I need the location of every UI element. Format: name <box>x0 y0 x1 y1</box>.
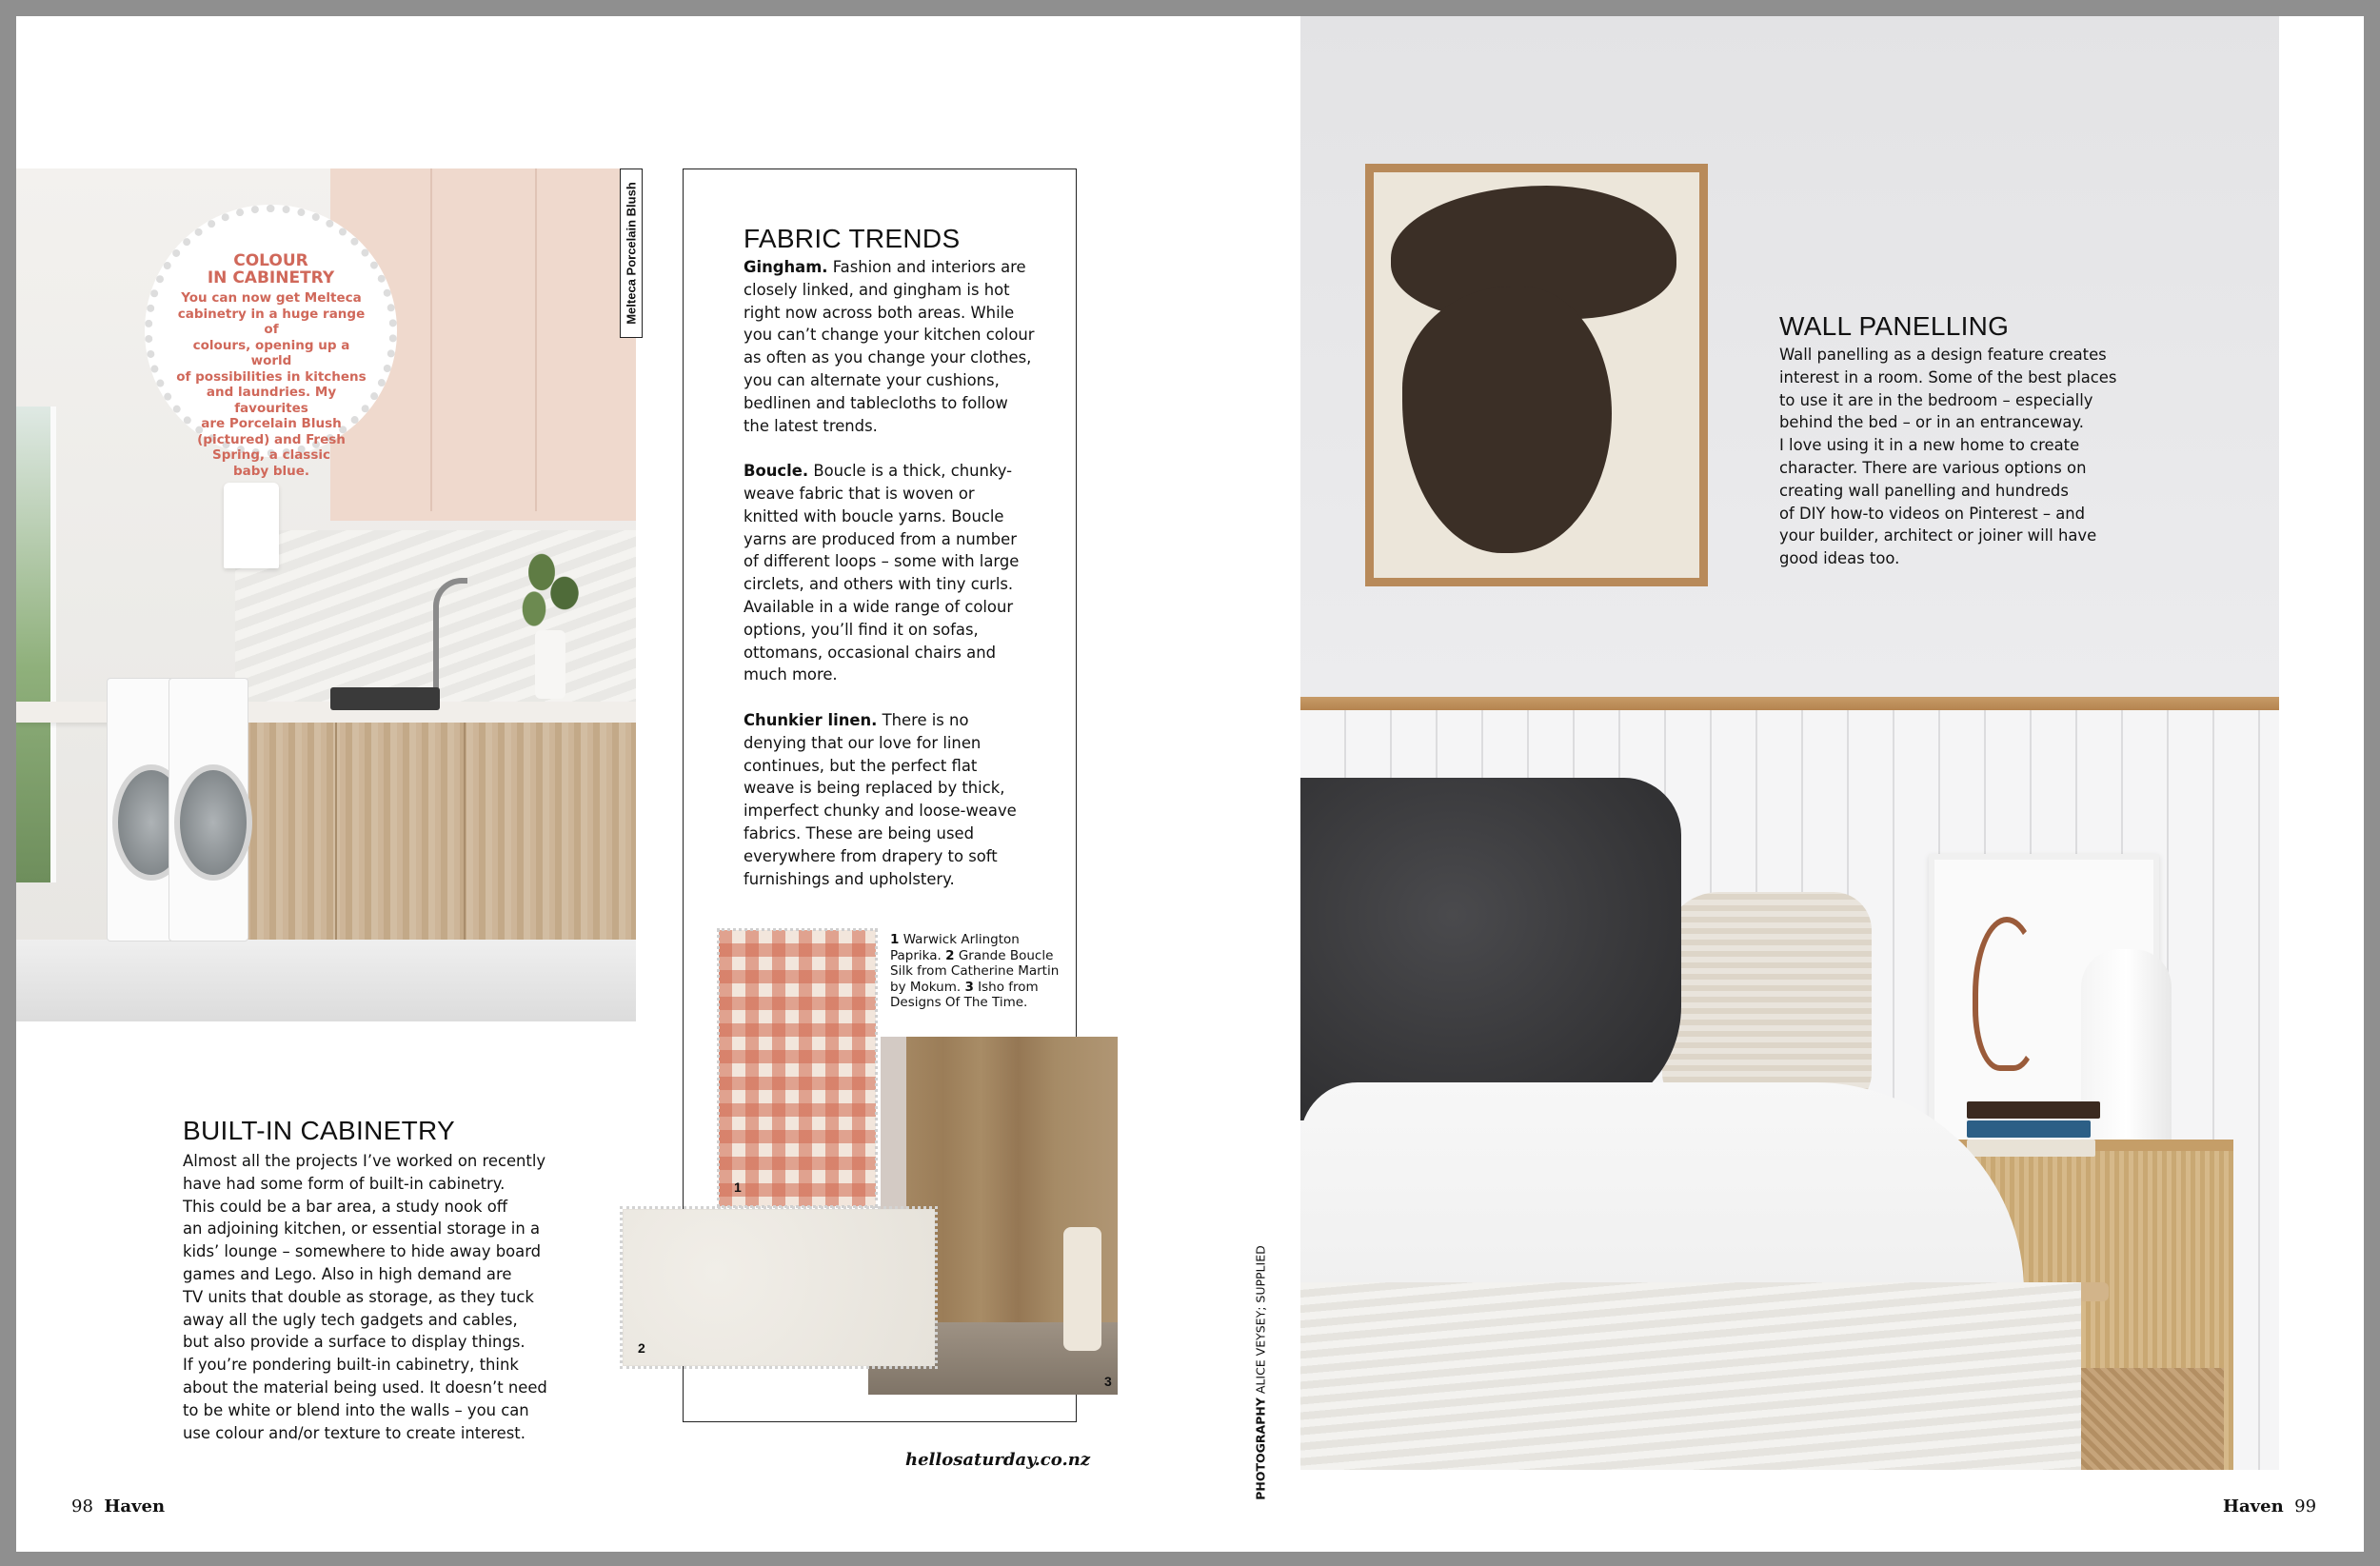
wall-panelling-heading: WALL PANELLING <box>1779 311 2010 341</box>
website-url: hellosaturday.co.nz <box>905 1450 1091 1470</box>
badge-body: You can now get Melteca cabinetry in a huge range of colours, opening up a world of possibilities in kitchens and laundries. My favourites are Porcelain Blush (pictured) and Fresh Spring, a classic baby blue. <box>176 290 367 479</box>
left-magazine-name: Haven <box>104 1497 166 1516</box>
badge-title: COLOUR IN CABINETRY <box>207 251 335 287</box>
wall-panelling-body: Wall panelling as a design feature creates interest in a room. Some of the best places to use it are in the bedroom – especially behind the bed – or in an entranceway. I love using it in a new home to create character. There are various options on creating wall panelling and hundreds of DIY how-to videos on Pinterest – and your builder, architect or joiner will have good ideas too. <box>1779 346 2117 568</box>
boucle-swatch <box>623 1209 935 1366</box>
fabric-body: Gingham. Fashion and interiors are closely linked, and gingham is hot right now across both areas. While you can’t change your kitchen colour as often as you change your clothes, you can alternate your cushions, bedlinen and tablecloths to follow the latest trends. Boucle. Boucle is a thick, chunky- weave fabric that is woven or knitted with boucle yarns. Boucle yarns are produced from a number of different loops – some with large circlets, and others with tiny curls. Available in a wide range of colour options, you’ll find it on sofas, ottomans, occasional chairs and much more. Chunkier linen. There is no denying that our love for linen continues, but the perfect flat weave is being replaced by thick, imperfect chunky and loose-weave fabrics. These are being used everywhere from drapery to soft furnishings and upholstery. <box>744 258 1035 888</box>
textured-blanket <box>1300 1282 2081 1470</box>
floor <box>16 940 636 1021</box>
left-page-number: 98 <box>71 1497 93 1516</box>
swatch-number-3: 3 <box>1104 1374 1112 1389</box>
tap <box>433 578 467 693</box>
right-page-number: 99 <box>2294 1497 2317 1516</box>
window <box>16 406 56 882</box>
product-label <box>620 168 643 338</box>
hanging-shirt <box>224 483 279 568</box>
vase <box>535 630 565 699</box>
fabric-trends-section <box>744 224 1067 890</box>
panel-rail <box>1300 697 2279 710</box>
built-in-heading: BUILT-IN CABINETRY <box>183 1116 455 1145</box>
colour-badge <box>145 205 397 479</box>
dryer <box>169 678 248 942</box>
swatch-number-2: 2 <box>638 1340 645 1356</box>
photo-credit: PHOTOGRAPHY ALICE VEYSEY; SUPPLIED <box>1253 1245 1268 1500</box>
swatch-caption: 1 Warwick Arlington Paprika. 2 Grande Boucle Silk from Catherine Martin by Mokum. 3 Isho from Designs Of The Time. <box>890 932 1060 1010</box>
right-magazine-name: Haven <box>2223 1497 2284 1516</box>
product-label-text: Melteca Porcelain Blush <box>624 182 639 325</box>
magazine-spread <box>16 16 2364 1552</box>
fabric-heading: FABRIC TRENDS <box>744 224 961 253</box>
wall-panelling-section <box>1779 311 2179 570</box>
striped-pillow <box>1662 892 1872 1111</box>
bedroom-photo <box>1300 16 2279 1470</box>
right-folio <box>2223 1497 2316 1516</box>
sink <box>330 687 440 710</box>
charcoal-pillow <box>1300 778 1681 1120</box>
book-stack <box>1967 1101 2105 1173</box>
gingham-swatch <box>719 930 876 1206</box>
built-in-section <box>183 1116 583 1444</box>
left-folio <box>71 1497 165 1516</box>
abstract-artwork <box>1365 164 1708 586</box>
swatch-number-1: 1 <box>734 1179 742 1195</box>
built-in-body: Almost all the projects I’ve worked on recently have had some form of built-in cabinetry. This could be a bar area, a study nook off an adjoining kitchen, or essential storage in a kids’ lounge – somewhere to hide away board games and Lego. Also in high demand are TV units that double as storage, as they tuck away all the ugly tech gadgets and cables, but also provide a surface to display things. If you’re pondering built-in cabinetry, think about the material being used. It doesn’t need to be white or blend into the walls – you can use colour and/or texture to create interest. <box>183 1152 547 1442</box>
plant <box>511 530 587 635</box>
